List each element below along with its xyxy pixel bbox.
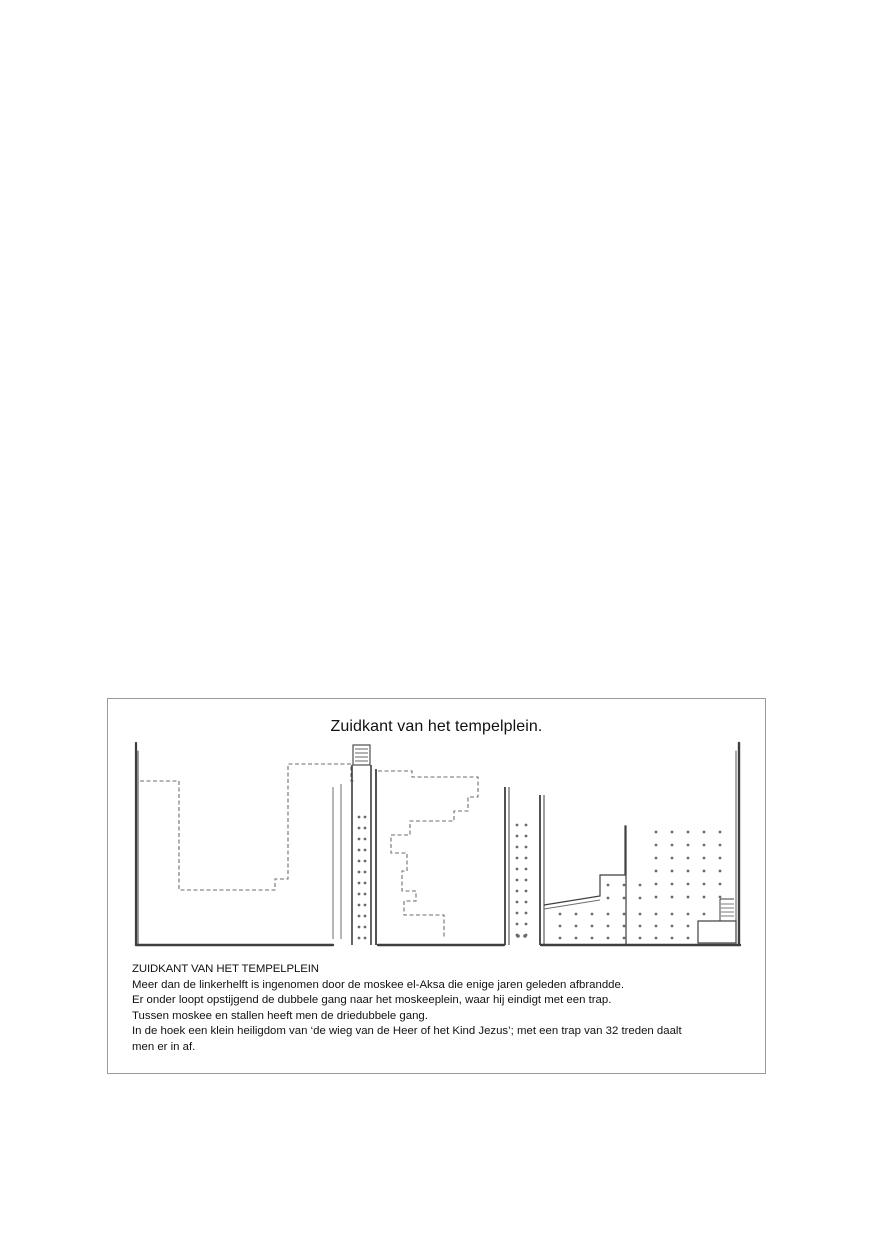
triple-passage [505,787,544,945]
pillar-dot [607,937,610,940]
pillar-dot [358,882,361,885]
pillar-dot [607,884,610,887]
pillar-dot [719,831,722,834]
pillar-dot [364,937,367,940]
pillar-dot [639,925,642,928]
pillar-dot [364,816,367,819]
pillar-dot [591,913,594,916]
pillar-dot [687,913,690,916]
pillar-dot [364,926,367,929]
pillar-dot [364,838,367,841]
pillar-dot [364,860,367,863]
caption-heading: ZUIDKANT VAN HET TEMPELPLEIN [132,963,319,975]
pillar-dot [358,860,361,863]
stables-outline [544,826,626,945]
pillar-dot [655,925,658,928]
pillar-dot [525,890,528,893]
pillar-dot [687,883,690,886]
pillar-dot [575,937,578,940]
temple-square-plan-drawing [108,699,767,959]
pillar-dot [655,913,658,916]
pillar-dot [525,879,528,882]
pillar-dot [623,897,626,900]
pillar-dot [655,870,658,873]
pillar-dot [516,923,519,926]
double-passage [352,745,376,945]
pillar-dot [703,870,706,873]
pillar-dot [703,844,706,847]
pillar-dot [703,857,706,860]
stables-roofline [544,900,600,909]
pillar-dot [358,937,361,940]
pillar-dot [639,884,642,887]
pillar-dot [719,844,722,847]
pillar-dot [364,882,367,885]
pillar-dot [655,831,658,834]
pillar-dot [703,896,706,899]
pillar-dot [516,879,519,882]
pillar-dot [525,857,528,860]
pillar-dot [516,934,520,938]
caption-line: men er in af. [132,1040,196,1053]
cradle-shrine [698,899,736,943]
pillar-dot [358,893,361,896]
pillar-dot [671,925,674,928]
pillar-dot [639,897,642,900]
pillar-dot [358,849,361,852]
pillar-dot [655,896,658,899]
figure-frame [107,698,766,1074]
pillar-dot [516,901,519,904]
pillar-dot [364,915,367,918]
pillar-dot [516,912,519,915]
pillar-dot [671,844,674,847]
pillar-dot [687,857,690,860]
pillar-dot [523,934,527,938]
pillar-dot [575,925,578,928]
pillar-dot [525,824,528,827]
pillar-dot [687,925,690,928]
pillar-dot [358,838,361,841]
pillar-dot [607,925,610,928]
pillar-dot [516,824,519,827]
pillar-dot [525,901,528,904]
caption-line: Meer dan de linkerhelft is ingenomen door de moskee el-Aksa die enige jaren geleden afbrandde. [132,978,625,991]
pillar-dot [358,904,361,907]
figure-caption [132,962,752,1056]
pillar-dot [516,835,519,838]
pillar-dot [358,827,361,830]
pillar-dot [623,925,626,928]
pillar-dot [623,937,626,940]
pillar-dot [607,913,610,916]
pillar-dot [671,913,674,916]
pillar-dot [364,893,367,896]
pillar-dot [703,913,706,916]
pillar-dot [671,831,674,834]
pillar-dot [364,871,367,874]
pillar-dot [655,883,658,886]
pillar-dot [671,937,674,940]
pillar-dot [687,896,690,899]
pillar-dot [671,857,674,860]
pillar-dot [719,870,722,873]
pillar-dot [591,937,594,940]
pillar-dot [516,868,519,871]
pillar-dot [559,925,562,928]
pillar-dot [671,896,674,899]
pillar-dot [358,871,361,874]
pillar-dot [719,857,722,860]
caption-line: Tussen moskee en stallen heeft men de driedubbele gang. [132,1009,428,1022]
pillar-dot [703,831,706,834]
pillar-dot [655,937,658,940]
pillar-dot [671,870,674,873]
pillar-dot [364,827,367,830]
pillar-dot [719,896,722,899]
pillar-dot [525,912,528,915]
caption-line: In de hoek een klein heiligdom van ‘de wieg van de Heer of het Kind Jezus’; met een trap van 32 treden daalt [132,1025,682,1038]
pillar-dot [687,870,690,873]
pillar-dot [671,883,674,886]
pillar-dot [525,923,528,926]
aksa-mosque-outline [140,764,356,890]
pillar-dot [687,831,690,834]
pillar-dot [516,846,519,849]
pillar-dot [639,937,642,940]
pillar-dot [364,849,367,852]
caption-line: Er onder loopt opstijgend de dubbele gang naar het moskeeplein, waar hij eindigt met een trap. [132,994,612,1007]
pillar-dot [525,835,528,838]
pillar-dot [525,868,528,871]
pillar-dot [703,883,706,886]
pillar-dot [655,844,658,847]
pillar-dot [719,883,722,886]
pillar-dot [516,857,519,860]
pillar-dot [364,904,367,907]
pillar-dot [687,844,690,847]
pillar-dot [575,913,578,916]
pillar-dot [525,846,528,849]
figure-title: Zuidkant van het tempelplein. [330,718,543,735]
pillar-dot [639,913,642,916]
pillar-dot [623,884,626,887]
pillar-dot [358,926,361,929]
pillar-dot [559,937,562,940]
pillar-dot [516,890,519,893]
eastern-block-outline [378,771,478,939]
mosque-inner-wall [333,784,341,939]
pillar-dot [559,913,562,916]
pillar-dot [655,857,658,860]
pillar-dot [358,816,361,819]
pillar-dot [358,915,361,918]
pillar-dot [607,897,610,900]
pillar-dot [687,937,690,940]
pillar-dot [591,925,594,928]
pillar-dot [623,913,626,916]
